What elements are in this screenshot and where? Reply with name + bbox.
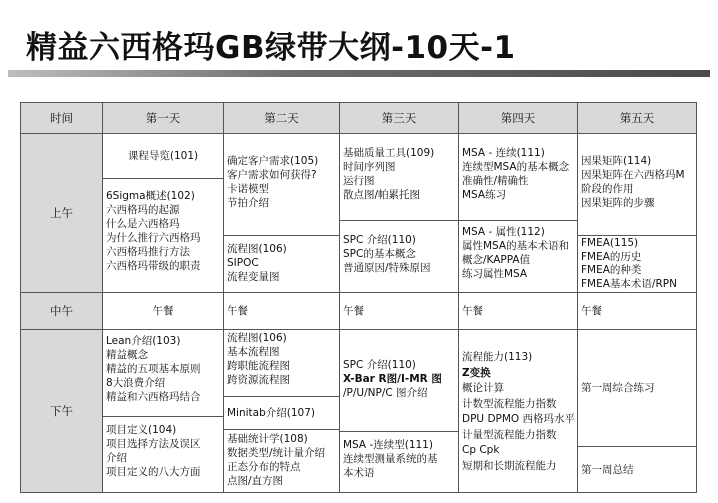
- cell-line: 运行图: [343, 175, 375, 187]
- afternoon-day2-flowchart: [223, 329, 340, 397]
- cell-line: 跨资源流程图: [227, 374, 290, 386]
- afternoon-day3-spc-intro: [339, 329, 459, 432]
- cell-line: 流程变量图: [227, 271, 280, 283]
- cell-line: FMEA基本术语/RPN: [581, 277, 677, 290]
- cell-line: FMEA的种类: [581, 264, 642, 276]
- noon-day3-lunch: [339, 292, 459, 330]
- cell-line: /P/U/NP/C 图介绍: [343, 387, 428, 399]
- afternoon-day1-lean-intro: [102, 329, 224, 417]
- cell-line: X-Bar R图/I-MR 图: [343, 373, 442, 385]
- morning-day2-customer-needs: [223, 133, 340, 236]
- cell-line: 为什么推行六西格玛: [106, 232, 201, 244]
- noon-day5-lunch: [577, 292, 697, 330]
- noon-day4-lunch: [458, 292, 578, 330]
- noon-day2-lunch: [223, 292, 340, 330]
- cell-line: Minitab介绍(107): [227, 407, 315, 419]
- afternoon-day3-msa-continuous: [339, 431, 459, 493]
- cell-line: 卡诺模型: [227, 183, 269, 195]
- morning-day2-flowchart: [223, 235, 340, 293]
- cell-line: 第一周综合练习: [581, 382, 655, 394]
- header-day-3: 第三天: [339, 102, 459, 134]
- cell-line: SIPOC: [227, 257, 259, 269]
- cell-line: 午餐: [462, 305, 483, 317]
- cell-line: 练习属性MSA: [462, 268, 528, 280]
- cell-line: 确定客户需求(105): [227, 155, 319, 167]
- cell-line: 项目定义的八大方面: [106, 466, 201, 478]
- morning-day1-6sigma-overview: [102, 178, 224, 293]
- cell-line: 六西格玛带级的职责: [106, 260, 201, 272]
- header-day-4: 第四天: [458, 102, 578, 134]
- cell-line: 概念/KAPPA值: [462, 254, 531, 266]
- cell-line: 什么是六西格玛: [106, 218, 180, 230]
- cell-line: 基本流程图: [227, 346, 280, 358]
- cell-line: 6Sigma概述(102): [106, 190, 195, 202]
- cell-line: SPC 介绍(110): [343, 234, 416, 246]
- cell-line: MSA -连续型(111): [343, 439, 433, 451]
- cell-line: 正态分布的特点: [227, 461, 301, 473]
- morning-day5-cause-effect-matrix: [577, 133, 697, 236]
- header-day-1: 第一天: [102, 102, 224, 134]
- cell-line: 基础质量工具(109): [343, 147, 435, 159]
- row-label-morning: 上午: [20, 133, 103, 293]
- page-title: 精益六西格玛GB绿带大纲-10天-1: [26, 30, 516, 66]
- cell-line: 计量型流程能力指数: [462, 428, 557, 441]
- cell-line: Lean介绍(103): [106, 335, 181, 347]
- afternoon-day2-minitab: [223, 396, 340, 430]
- cell-line: 流程图(106): [227, 243, 287, 255]
- cell-line: MSA - 属性(112): [462, 226, 545, 238]
- cell-line: FMEA(115): [581, 237, 639, 249]
- cell-line: 计数型流程能力指数: [462, 397, 557, 410]
- morning-day3-quality-tools: [339, 133, 459, 221]
- cell-line: 精益概念: [106, 349, 148, 361]
- header-day-5: 第五天: [577, 102, 697, 134]
- afternoon-day5-week-summary: [577, 446, 697, 493]
- noon-day1-lunch: [102, 292, 224, 330]
- cell-line: 课程导览(101): [127, 150, 199, 162]
- morning-day5-fmea: [577, 235, 697, 293]
- cell-line: 8大浪费介绍: [106, 377, 166, 389]
- cell-line: 精益的五项基本原则: [106, 363, 201, 375]
- cell-line: DPU DPMO 西格玛水平: [462, 413, 576, 425]
- header-day-2: 第二天: [223, 102, 340, 134]
- cell-line: 连续型测量系统的基: [343, 453, 438, 465]
- cell-line: 准确性/精确性: [462, 175, 529, 187]
- cell-line: 午餐: [152, 305, 174, 317]
- cell-line: Z变换: [462, 366, 491, 379]
- cell-line: 散点图/帕累托图: [343, 189, 421, 201]
- cell-line: 数据类型/统计量介绍: [227, 447, 326, 459]
- cell-line: 六西格玛的起源: [106, 204, 180, 216]
- morning-day3-spc-intro: [339, 220, 459, 293]
- cell-line: 概论计算: [462, 382, 504, 394]
- cell-line: 连续型MSA的基本概念: [462, 161, 570, 173]
- row-label-afternoon: 下午: [20, 329, 103, 493]
- cell-line: 流程能力(113): [462, 351, 533, 363]
- cell-line: 节拍介绍: [227, 197, 269, 209]
- cell-line: 跨职能流程图: [227, 360, 290, 372]
- cell-line: 六西格玛推行方法: [106, 246, 190, 258]
- cell-line: 因果矩阵的步骤: [581, 197, 655, 209]
- morning-day4-msa-continuous: [458, 133, 578, 221]
- afternoon-day2-basic-statistics: [223, 429, 340, 493]
- cell-line: 本术语: [343, 467, 375, 479]
- row-label-noon: 中午: [20, 292, 103, 330]
- cell-line: MSA - 连续(111): [462, 147, 545, 159]
- morning-day4-msa-attribute: [458, 220, 578, 293]
- cell-line: 第一周总结: [581, 463, 634, 476]
- header-time: 时间: [20, 102, 103, 134]
- cell-line: FMEA的历史: [581, 250, 642, 263]
- cell-line: Cp Cpk: [462, 444, 500, 456]
- cell-line: 基础统计学(108): [227, 433, 308, 445]
- cell-line: 属性MSA的基本术语和: [462, 240, 570, 252]
- cell-line: 时间序列图: [343, 161, 396, 173]
- cell-line: 客户需求如何获得?: [227, 169, 317, 181]
- cell-line: 项目选择方法及误区: [106, 438, 201, 450]
- cell-line: 普通原因/特殊原因: [343, 262, 431, 274]
- cell-line: 午餐: [581, 305, 602, 317]
- cell-line: 阶段的作用: [581, 183, 634, 195]
- cell-line: 流程图(106): [227, 332, 287, 344]
- cell-line: 项目定义(104): [106, 424, 177, 436]
- cell-line: 午餐: [343, 305, 364, 317]
- cell-line: 午餐: [227, 305, 248, 317]
- cell-line: 因果矩阵在六西格玛M: [581, 169, 685, 181]
- cell-line: 因果矩阵(114): [581, 155, 652, 167]
- afternoon-day1-project-definition: [102, 416, 224, 493]
- morning-day1-course-overview: [102, 133, 224, 179]
- cell-line: SPC的基本概念: [343, 248, 416, 260]
- cell-line: SPC 介绍(110): [343, 359, 416, 371]
- cell-line: 点图/直方图: [227, 475, 284, 487]
- afternoon-day5-week-exercise: [577, 329, 697, 447]
- cell-line: 介绍: [106, 452, 127, 464]
- cell-line: 短期和长期流程能力: [462, 459, 557, 472]
- afternoon-day4-process-capability: [458, 329, 578, 493]
- cell-line: 精益和六西格玛结合: [106, 391, 201, 403]
- cell-line: MSA练习: [462, 189, 507, 201]
